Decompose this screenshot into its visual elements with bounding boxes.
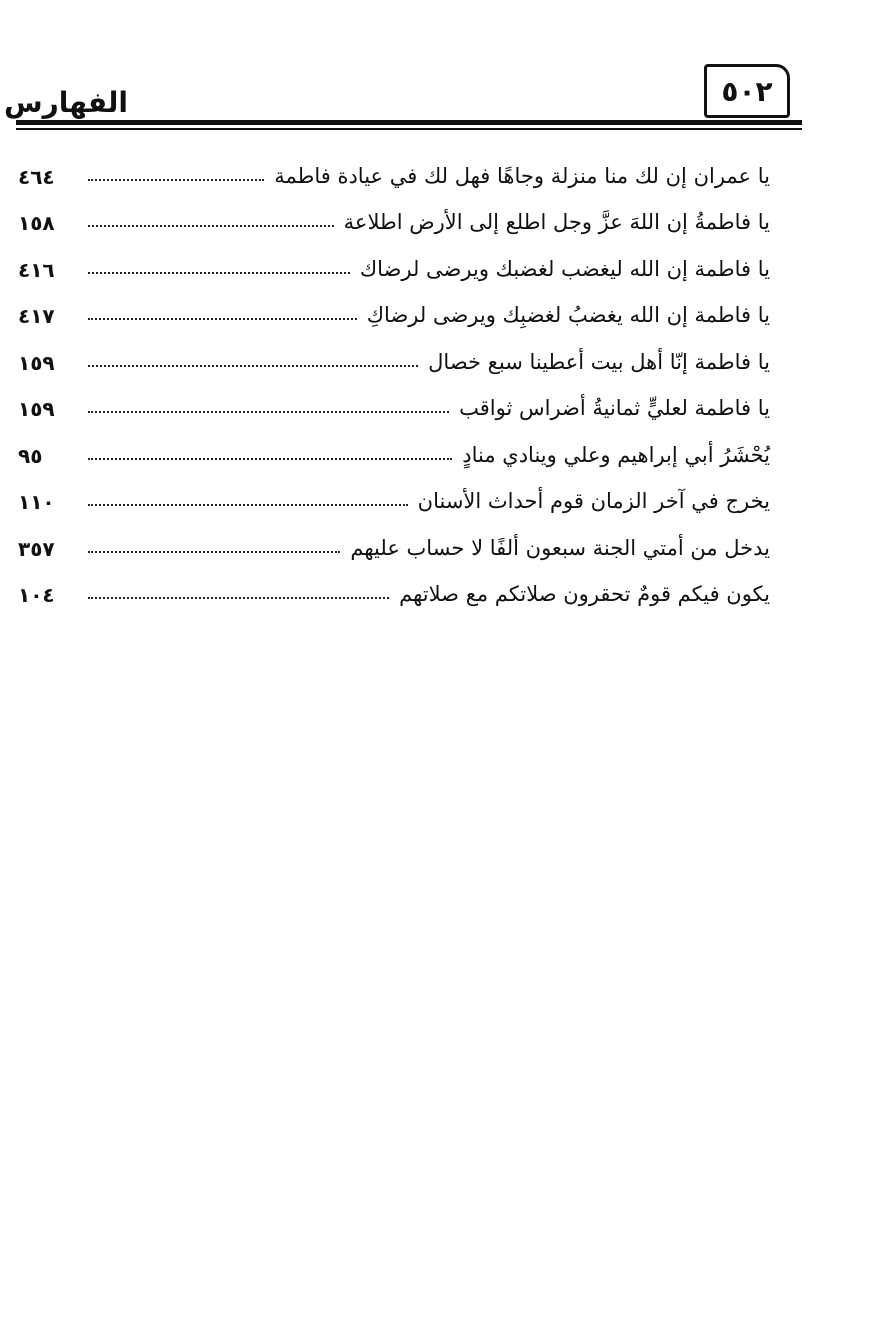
page-header	[3, 62, 802, 132]
dot-leader	[88, 271, 350, 274]
entry-page-number: ١٥٨	[18, 211, 55, 235]
entry-text: يا فاطمةُ إن اللهَ عزَّ وجل اطلع إلى الأرض اطلاعة	[343, 210, 770, 234]
section-title: الفهارس	[3, 86, 128, 119]
dot-leader	[88, 410, 449, 413]
entry-text: يدخل من أمتي الجنة سبعون ألفًا لا حساب عليهم	[350, 535, 770, 560]
dot-leader	[88, 457, 452, 460]
dot-leader	[88, 550, 340, 553]
dot-leader	[88, 178, 264, 181]
index-entry	[18, 280, 770, 327]
dot-leader	[88, 364, 418, 367]
dot-leader	[88, 503, 408, 506]
dot-leader	[88, 224, 334, 227]
index-list	[18, 140, 770, 605]
entry-text: يُحْشَرُ أبي إبراهيم وعلي وينادي منادٍ	[462, 442, 770, 467]
entry-text: يكون فيكم قومٌ تحقرون صلاتكم مع صلاتهم	[399, 582, 770, 606]
page-number: ٥٠٢	[704, 64, 790, 118]
index-entry	[18, 559, 770, 606]
entry-page-number: ٩٥	[18, 443, 43, 468]
entry-page-number: ٣٥٧	[18, 536, 55, 561]
entry-text: يا فاطمة إن الله ليغضب لغضبك ويرضى لرضاك	[359, 256, 770, 281]
entry-text: يا عمران إن لك منا منزلة وجاهًا فهل لك في عيادة فاطمة	[274, 163, 770, 188]
index-entry	[18, 373, 770, 420]
entry-page-number: ١١٠	[18, 490, 55, 514]
entry-page-number: ١٠٤	[18, 583, 55, 607]
entry-page-number: ١٥٩	[18, 397, 55, 421]
entry-page-number: ٤٦٤	[18, 164, 55, 189]
entry-page-number: ١٥٩	[18, 350, 55, 375]
entry-page-number: ٤١٧	[18, 304, 55, 328]
entry-page-number: ٤١٦	[18, 257, 55, 282]
index-entry	[18, 419, 770, 466]
header-rule-thick	[16, 120, 802, 125]
header-rule-thin	[16, 128, 802, 130]
index-entry	[18, 140, 770, 187]
index-entry	[18, 326, 770, 373]
entry-text: يا فاطمة إن الله يغضبُ لغضبِك ويرضى لرضاكِ	[366, 303, 770, 327]
entry-text: يخرج في آخر الزمان قوم أحداث الأسنان	[417, 489, 770, 513]
dot-leader	[88, 596, 389, 599]
index-entry	[18, 466, 770, 513]
index-entry	[18, 233, 770, 280]
entry-text: يا فاطمة لعليٍّ ثمانيةُ أضراس ثواقب	[459, 396, 770, 420]
index-entry	[18, 512, 770, 559]
entry-text: يا فاطمة إنّا أهل بيت أعطينا سبع خصال	[428, 349, 770, 374]
dot-leader	[88, 317, 357, 320]
index-entry	[18, 187, 770, 234]
